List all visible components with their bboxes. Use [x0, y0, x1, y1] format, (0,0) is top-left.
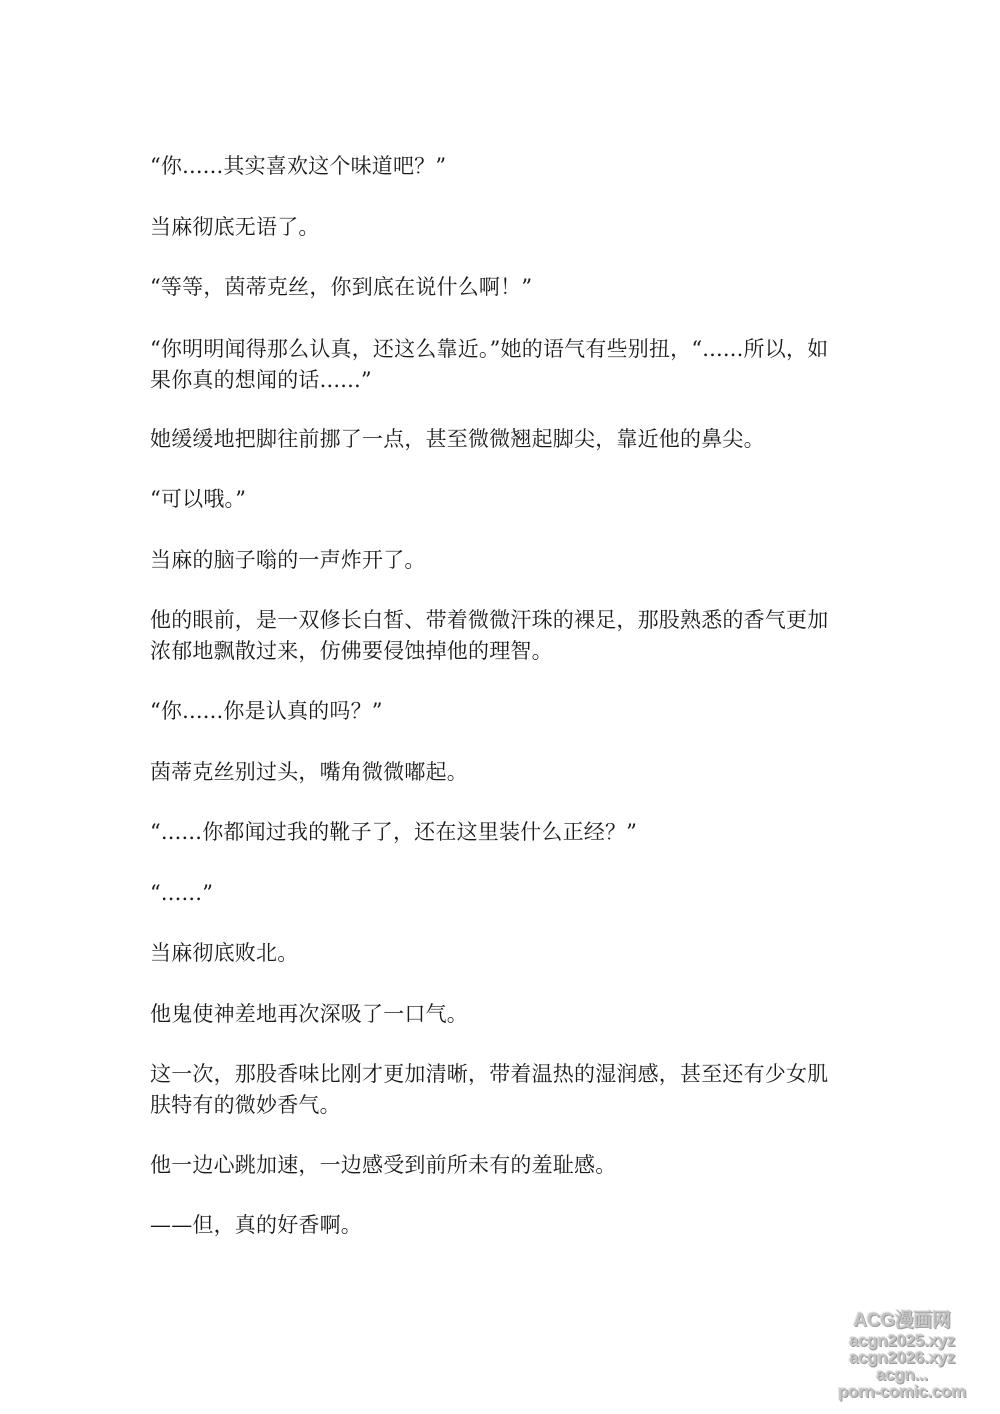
paragraph-1: “你......其实喜欢这个味道吧？” [150, 154, 447, 178]
paragraph-5: 她缓缓地把脚往前挪了一点，甚至微微翘起脚尖，靠近他的鼻尖。 [150, 427, 765, 451]
watermark [832, 1310, 972, 1400]
paragraph-11: “......你都闻过我的靴子了，还在这里装什么正经？” [150, 820, 638, 844]
paragraph-16: 他一边心跳加速，一边感受到前所未有的羞耻感。 [150, 1153, 617, 1177]
paragraph-4: “你明明闻得那么认真，还这么靠近。”她的语气有些别扭，“......所以，如果你真的想闻的话......” [150, 337, 829, 392]
watermark-line: porn-comic.com [837, 1382, 967, 1401]
paragraph-3: “等等，茵蒂克丝，你到底在说什么啊！” [150, 275, 533, 299]
paragraph-12: “......” [150, 881, 214, 905]
paragraph-13: 当麻彻底败北。 [150, 941, 299, 965]
paragraph-9: “你......你是认真的吗？” [150, 699, 383, 723]
paragraph-10: 茵蒂克丝别过头，嘴角微微嘟起。 [150, 760, 468, 784]
watermark-line: acgn2026.xyz [848, 1348, 956, 1367]
paragraph-6: “可以哦。” [150, 487, 247, 511]
paragraph-15: 这一次，那股香味比刚才更加清晰，带着温热的湿润感，甚至还有少女肌肤特有的微妙香气。 [150, 1062, 829, 1117]
paragraph-14: 他鬼使神差地再次深吸了一口气。 [150, 1002, 468, 1026]
watermark-line: acgn2025.xyz [848, 1331, 956, 1350]
watermark-line: acgn... [876, 1365, 928, 1384]
paragraph-8: 他的眼前，是一双修长白皙、带着微微汗珠的裸足，那股熟悉的香气更加浓郁地飘散过来，仿佛要侵蚀掉他的理智。 [150, 608, 829, 663]
paragraph-17: ——但，真的好香啊。 [150, 1213, 362, 1237]
paragraph-7: 当麻的脑子嗡的一声炸开了。 [150, 548, 426, 572]
paragraph-2: 当麻彻底无语了。 [150, 215, 320, 239]
watermark-line: ACG漫画网 [853, 1310, 951, 1331]
